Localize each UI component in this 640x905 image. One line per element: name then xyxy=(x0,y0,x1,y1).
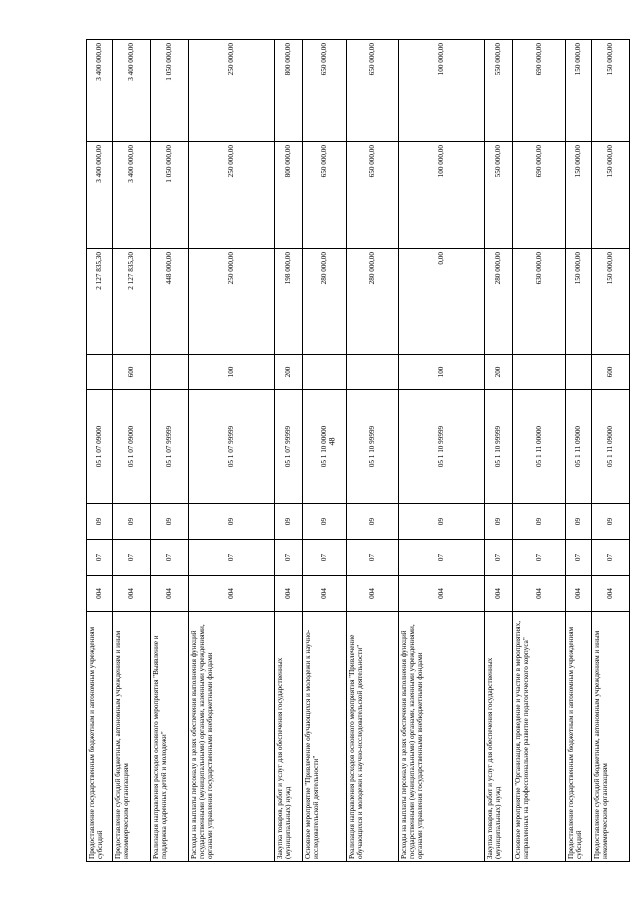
table-row xyxy=(592,40,630,862)
cell-name: Закупка товаров, работ и услуг для обеспечения государственных (муниципальных) нужд xyxy=(485,612,513,862)
cell-amount-1: 150 000,00 xyxy=(566,249,592,355)
cell-csr: 05 1 11 09000 xyxy=(592,390,630,504)
cell-amount-2: 150 000,00 xyxy=(592,142,630,249)
cell-amount-2: 650 000,00 xyxy=(347,142,399,249)
cell-ved: 004 xyxy=(347,576,399,612)
cell-rz: 07 xyxy=(151,540,189,576)
cell-amount-1: 280 000,00 xyxy=(303,249,347,355)
cell-amount-1: 198 000,00 xyxy=(275,249,303,355)
cell-amount-2: 150 000,00 xyxy=(566,142,592,249)
cell-pr: 09 xyxy=(566,504,592,540)
cell-ved: 004 xyxy=(513,576,566,612)
cell-rz: 07 xyxy=(113,540,151,576)
cell-csr: 05 1 10 00000 xyxy=(303,390,347,504)
cell-amount-1: 0,00 xyxy=(399,249,485,355)
cell-pr: 09 xyxy=(347,504,399,540)
page-number: 48 xyxy=(327,437,337,446)
cell-pr: 09 xyxy=(513,504,566,540)
cell-amount-1: 250 000,00 xyxy=(189,249,275,355)
cell-amount-1: 630 000,00 xyxy=(513,249,566,355)
cell-pr: 09 xyxy=(113,504,151,540)
cell-ved: 004 xyxy=(189,576,275,612)
cell-csr: 05 1 10 99999 xyxy=(399,390,485,504)
cell-name: Закупка товаров, работ и услуг для обеспечения государственных (муниципальных) нужд xyxy=(275,612,303,862)
cell-amount-2: 800 000,00 xyxy=(275,142,303,249)
cell-csr: 05 1 10 99999 xyxy=(347,390,399,504)
table-row xyxy=(485,40,513,862)
table-row xyxy=(275,40,303,862)
table-row xyxy=(303,40,347,862)
cell-rz: 07 xyxy=(303,540,347,576)
cell-rz: 07 xyxy=(485,540,513,576)
table-row xyxy=(513,40,566,862)
cell-amount-3: 650 000,00 xyxy=(303,40,347,142)
cell-amount-2: 1 050 000,00 xyxy=(151,142,189,249)
cell-amount-2: 3 400 000,00 xyxy=(87,142,113,249)
cell-name: Предоставление субсидий бюджетным, автономным учреждениям и иным некоммерческим организациям xyxy=(113,612,151,862)
rotated-table-wrapper xyxy=(86,40,615,862)
cell-csr: 05 1 07 09000 xyxy=(87,390,113,504)
cell-rz: 07 xyxy=(189,540,275,576)
cell-amount-3: 150 000,00 xyxy=(592,40,630,142)
cell-amount-3: 550 000,00 xyxy=(485,40,513,142)
cell-amount-2: 100 000,00 xyxy=(399,142,485,249)
cell-rz: 07 xyxy=(347,540,399,576)
cell-ved: 004 xyxy=(275,576,303,612)
cell-amount-3: 690 000,00 xyxy=(513,40,566,142)
cell-ved: 004 xyxy=(87,576,113,612)
cell-name: Расходы на выплаты персоналу в целях обеспечения выполнения функций государственными (муниципальными) органами, казенными учреждениями, органами управления государственными внебюджетными фондами xyxy=(399,612,485,862)
table-row xyxy=(566,40,592,862)
cell-vr: 100 xyxy=(399,355,485,390)
cell-vr xyxy=(151,355,189,390)
cell-pr: 09 xyxy=(87,504,113,540)
cell-amount-1: 280 000,00 xyxy=(485,249,513,355)
cell-amount-2: 550 000,00 xyxy=(485,142,513,249)
cell-amount-3: 3 400 000,00 xyxy=(87,40,113,142)
cell-csr: 05 1 07 99999 xyxy=(151,390,189,504)
cell-name: Основное мероприятие "Организация, проведение и участие в мероприятиях, направленных на профессиональное развитие педагогического корпуса" xyxy=(513,612,566,862)
cell-amount-1: 2 127 835,30 xyxy=(113,249,151,355)
cell-ved: 004 xyxy=(151,576,189,612)
table-row xyxy=(399,40,485,862)
cell-rz: 07 xyxy=(399,540,485,576)
cell-rz: 07 xyxy=(275,540,303,576)
table-row xyxy=(151,40,189,862)
cell-vr xyxy=(513,355,566,390)
cell-amount-2: 690 000,00 xyxy=(513,142,566,249)
cell-pr: 09 xyxy=(485,504,513,540)
cell-ved: 004 xyxy=(566,576,592,612)
cell-name: Расходы на выплаты персоналу в целях обеспечения выполнения функций государственными (муниципальными) органами, казенными учреждениями, органами управления государственными внебюджетными фондами xyxy=(189,612,275,862)
cell-amount-2: 250 000,00 xyxy=(189,142,275,249)
cell-csr: 05 1 07 09000 xyxy=(113,390,151,504)
cell-pr: 09 xyxy=(303,504,347,540)
cell-csr: 05 1 11 00000 xyxy=(513,390,566,504)
cell-amount-1: 448 000,00 xyxy=(151,249,189,355)
cell-amount-3: 100 000,00 xyxy=(399,40,485,142)
cell-csr: 05 1 07 99999 xyxy=(275,390,303,504)
cell-name: Основное мероприятие "Привлечение обучающихся и молодежи к научно-исследовательской деятельности" xyxy=(303,612,347,862)
cell-vr: 600 xyxy=(592,355,630,390)
cell-vr: 100 xyxy=(189,355,275,390)
cell-amount-1: 150 000,00 xyxy=(592,249,630,355)
cell-rz: 07 xyxy=(566,540,592,576)
cell-amount-2: 3 400 000,00 xyxy=(113,142,151,249)
table-row xyxy=(113,40,151,862)
cell-vr xyxy=(566,355,592,390)
cell-ved: 004 xyxy=(113,576,151,612)
cell-amount-3: 1 050 000,00 xyxy=(151,40,189,142)
cell-amount-3: 3 400 000,00 xyxy=(113,40,151,142)
cell-pr: 09 xyxy=(189,504,275,540)
cell-amount-2: 650 000,00 xyxy=(303,142,347,249)
cell-name: Предоставление государственным бюджетным и автономным учреждениям субсидий xyxy=(566,612,592,862)
cell-vr xyxy=(303,355,347,390)
cell-csr: 05 1 10 99999 xyxy=(485,390,513,504)
cell-name: Реализация направления расходов основного мероприятия "Выявление и поддержка одаренных детей и молодежи" xyxy=(151,612,189,862)
cell-pr: 09 xyxy=(275,504,303,540)
table-row xyxy=(347,40,399,862)
cell-vr xyxy=(87,355,113,390)
cell-rz: 07 xyxy=(87,540,113,576)
cell-amount-3: 650 000,00 xyxy=(347,40,399,142)
cell-vr xyxy=(347,355,399,390)
cell-csr: 05 1 07 99999 xyxy=(189,390,275,504)
cell-vr: 200 xyxy=(275,355,303,390)
cell-vr: 200 xyxy=(485,355,513,390)
cell-rz: 07 xyxy=(513,540,566,576)
cell-amount-1: 2 127 835,30 xyxy=(87,249,113,355)
cell-ved: 004 xyxy=(592,576,630,612)
cell-pr: 09 xyxy=(399,504,485,540)
cell-pr: 09 xyxy=(592,504,630,540)
cell-ved: 004 xyxy=(303,576,347,612)
cell-name: Предоставление субсидий бюджетным, автономным учреждениям и иным некоммерческим организациям xyxy=(592,612,630,862)
cell-pr: 09 xyxy=(151,504,189,540)
cell-ved: 004 xyxy=(399,576,485,612)
rotated-page-area xyxy=(86,40,615,862)
cell-ved: 004 xyxy=(485,576,513,612)
cell-name: Реализация направления расходов основного мероприятия "Привлечение обучающихся и молодежи к научно-исследовательской деятельности" xyxy=(347,612,399,862)
budget-table xyxy=(86,39,630,862)
cell-amount-3: 150 000,00 xyxy=(566,40,592,142)
cell-amount-1: 280 000,00 xyxy=(347,249,399,355)
cell-csr: 05 1 11 09000 xyxy=(566,390,592,504)
table-row xyxy=(189,40,275,862)
cell-amount-3: 800 000,00 xyxy=(275,40,303,142)
cell-vr: 600 xyxy=(113,355,151,390)
table-row xyxy=(87,40,113,862)
cell-rz: 07 xyxy=(592,540,630,576)
table-body xyxy=(87,40,630,862)
cell-name: Предоставление государственным бюджетным и автономным учреждениям субсидий xyxy=(87,612,113,862)
cell-amount-3: 250 000,00 xyxy=(189,40,275,142)
